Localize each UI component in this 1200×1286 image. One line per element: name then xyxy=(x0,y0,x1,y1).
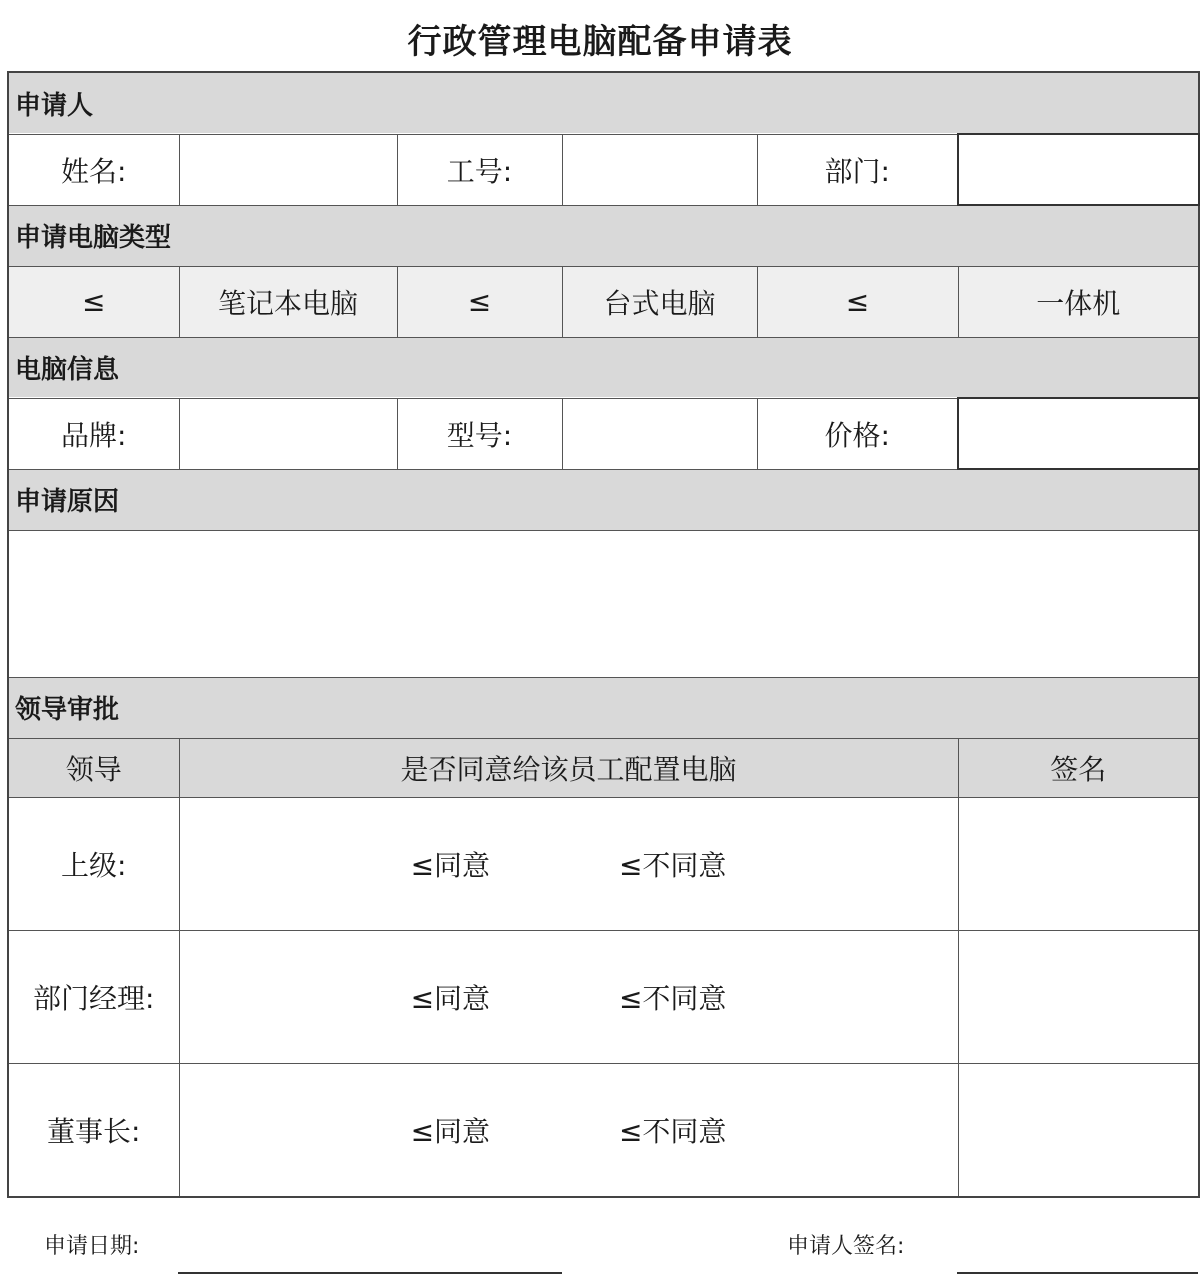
leader-column-header: 领导 xyxy=(8,738,179,797)
section-approval: 领导审批 xyxy=(8,677,1199,738)
application-date-label: 申请日期: xyxy=(44,1234,140,1259)
model-field[interactable] xyxy=(562,398,757,469)
dept-manager-disagree-option[interactable]: ≤不同意 xyxy=(618,981,727,1015)
dept-manager-label: 部门经理: xyxy=(8,930,179,1063)
application-form-table xyxy=(7,71,1200,1198)
section-applicant: 申请人 xyxy=(8,72,1199,134)
section-reason: 申请原因 xyxy=(8,469,1199,530)
supervisor-decision xyxy=(179,797,958,930)
supervisor-label: 上级: xyxy=(8,797,179,930)
laptop-option-label: 笔记本电脑 xyxy=(179,266,397,337)
desktop-checkbox[interactable]: ≤ xyxy=(397,266,562,337)
application-date-line[interactable] xyxy=(178,1272,562,1274)
chairman-label: 董事长: xyxy=(8,1063,179,1197)
name-label: 姓名: xyxy=(8,134,179,205)
dept-manager-signature-field[interactable] xyxy=(958,930,1199,1063)
chairman-disagree-option[interactable]: ≤不同意 xyxy=(618,1114,727,1148)
desktop-option-label: 台式电脑 xyxy=(562,266,757,337)
all-in-one-checkbox[interactable]: ≤ xyxy=(757,266,958,337)
section-computer-info: 电脑信息 xyxy=(8,337,1199,398)
signature-column-header: 签名 xyxy=(958,738,1199,797)
applicant-signature-line[interactable] xyxy=(957,1272,1198,1274)
name-field[interactable] xyxy=(179,134,397,205)
brand-field[interactable] xyxy=(179,398,397,469)
laptop-checkbox[interactable]: ≤ xyxy=(8,266,179,337)
form-title: 行政管理电脑配备申请表 xyxy=(407,22,793,62)
dept-manager-agree-option[interactable]: ≤同意 xyxy=(410,981,491,1015)
reason-field[interactable] xyxy=(8,530,1199,677)
section-computer-type: 申请电脑类型 xyxy=(8,205,1199,266)
employee-id-label: 工号: xyxy=(397,134,562,205)
price-label: 价格: xyxy=(757,398,958,469)
supervisor-agree-option[interactable]: ≤同意 xyxy=(410,848,491,882)
department-field[interactable] xyxy=(958,134,1199,205)
brand-label: 品牌: xyxy=(8,398,179,469)
chairman-decision xyxy=(179,1063,958,1197)
department-label: 部门: xyxy=(757,134,958,205)
dept-manager-decision xyxy=(179,930,958,1063)
agree-question-header: 是否同意给该员工配置电脑 xyxy=(179,738,958,797)
all-in-one-option-label: 一体机 xyxy=(958,266,1199,337)
supervisor-disagree-option[interactable]: ≤不同意 xyxy=(618,848,727,882)
applicant-signature-label: 申请人签名: xyxy=(787,1234,905,1259)
chairman-signature-field[interactable] xyxy=(958,1063,1199,1197)
model-label: 型号: xyxy=(397,398,562,469)
price-field[interactable] xyxy=(958,398,1199,469)
supervisor-signature-field[interactable] xyxy=(958,797,1199,930)
chairman-agree-option[interactable]: ≤同意 xyxy=(410,1114,491,1148)
employee-id-field[interactable] xyxy=(562,134,757,205)
